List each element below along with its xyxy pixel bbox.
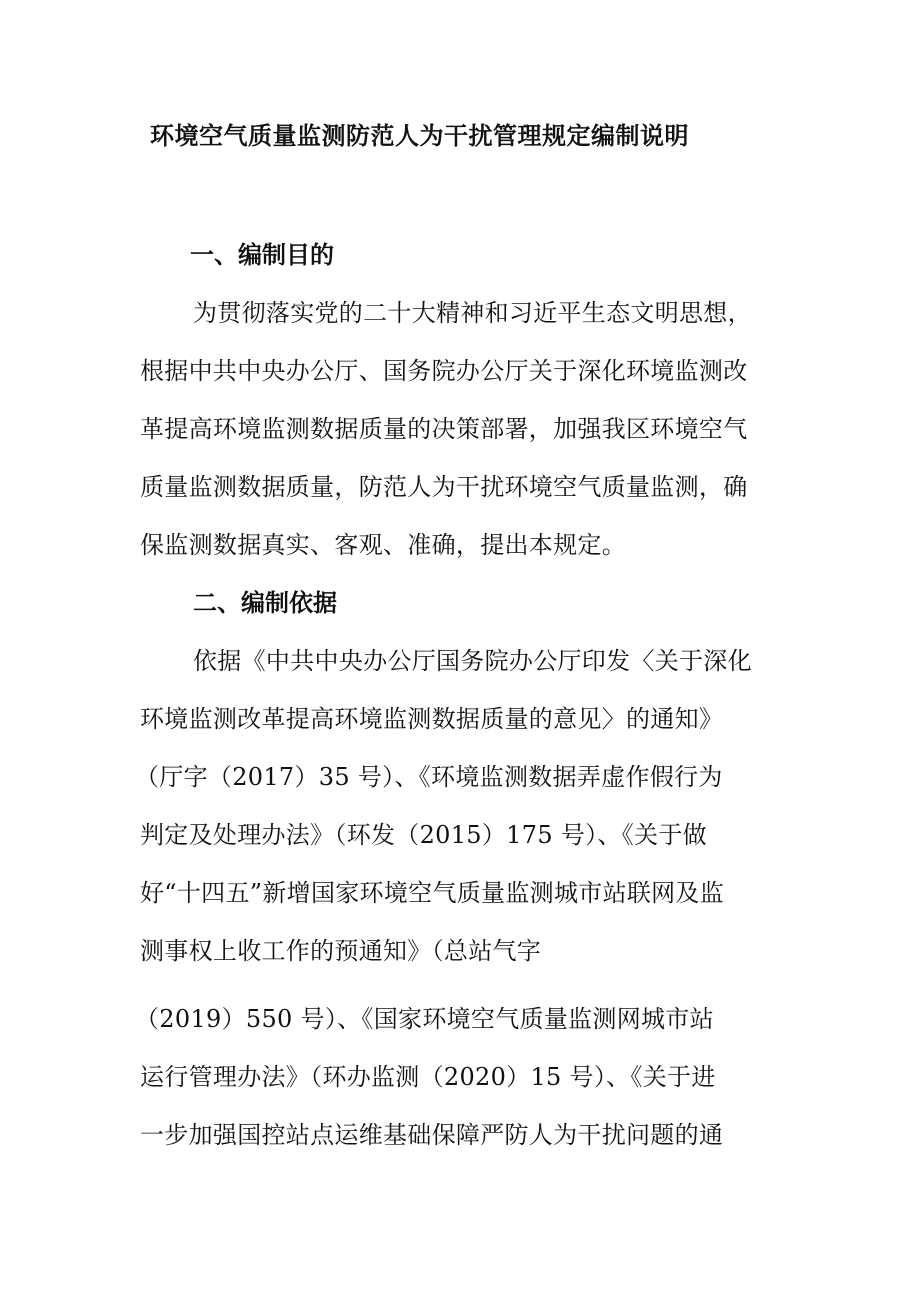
- paragraph-line: 革提高环境监测数据质量的决策部署，加强我区环境空气: [140, 415, 748, 443]
- paragraph-line: 判定及处理办法》（环发（2015）175 号）、《关于做: [140, 821, 707, 849]
- section-heading-purpose: 一、编制目的: [190, 240, 334, 269]
- paragraph-line: 根据中共中央办公厅、国务院办公厅关于深化环境监测改: [140, 357, 748, 385]
- paragraph-line: 保监测数据真实、客观、准确，提出本规定。: [140, 531, 626, 559]
- paragraph-line: （厅字（2017）35 号）、《环境监测数据弄虚作假行为: [135, 763, 723, 791]
- paragraph-line: 质量监测数据质量，防范人为干扰环境空气质量监测，确: [140, 473, 748, 501]
- paragraph-line: 一步加强国控站点运维基础保障严防人为干扰问题的通: [140, 1121, 724, 1149]
- section-heading-basis: 二、编制依据: [193, 588, 337, 617]
- paragraph-line: （2019）550 号）、《国家环境空气质量监测网城市站: [135, 1005, 714, 1033]
- paragraph-line: 为贯彻落实党的二十大精神和习近平生态文明思想，: [193, 299, 752, 327]
- paragraph-line: 依据《中共中央办公厅国务院办公厅印发〈关于深化: [193, 647, 752, 675]
- paragraph-line: 运行管理办法》（环办监测（2020）15 号）、《关于进: [140, 1063, 716, 1091]
- document-title: 环境空气质量监测防范人为干扰管理规定编制说明: [150, 121, 689, 150]
- paragraph-line: 测事权上收工作的预通知》（总站气字: [140, 937, 542, 965]
- paragraph-line: 环境监测改革提高环境监测数据质量的意见〉的通知》: [140, 705, 724, 733]
- paragraph-line: 好“十四五”新增国家环境空气质量监测城市站联网及监: [140, 879, 725, 907]
